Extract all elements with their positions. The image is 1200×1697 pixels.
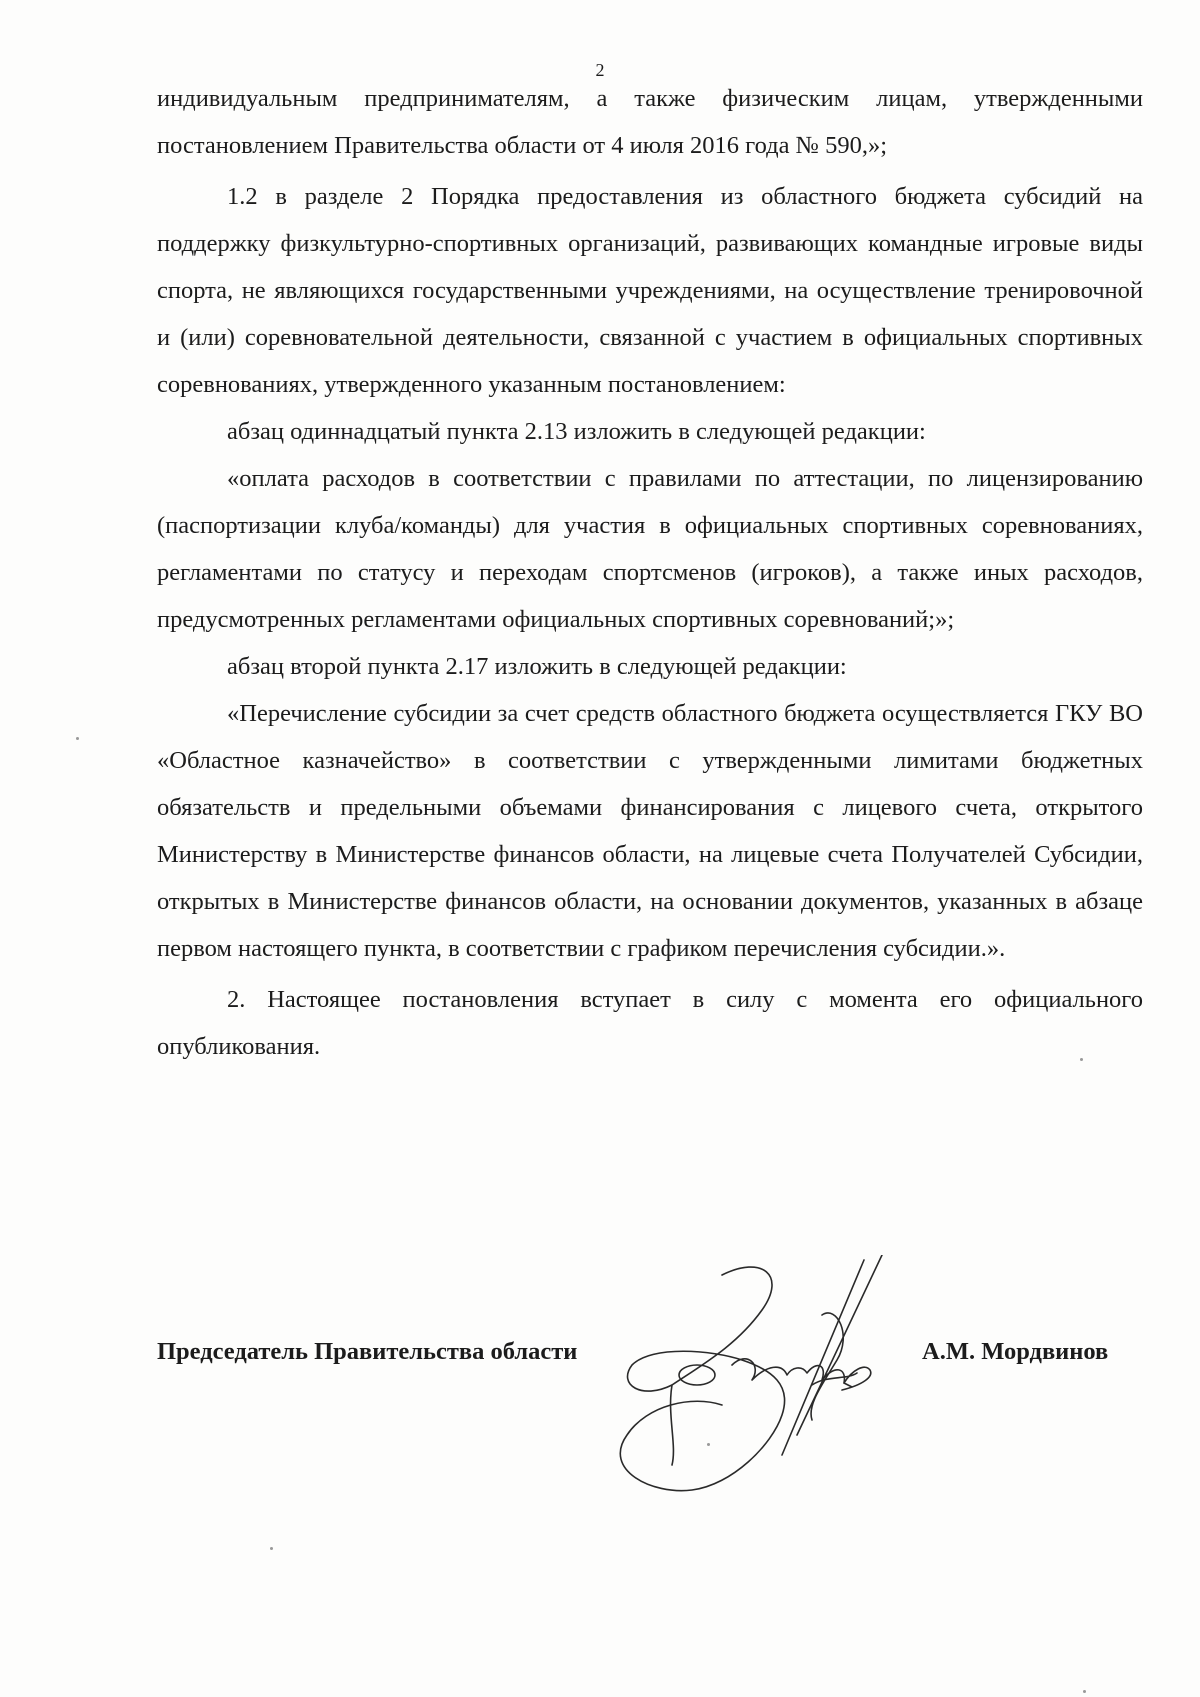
paragraph-item-2: 2. Настоящее постановления вступает в силу с момента его официального опубликования. [157, 986, 1143, 1060]
paragraph-continuation: индивидуальным предпринимателям, а также физическим лицам, утвержденными постановлением Правительства области от 4 июля 2016 года № 590,»; [157, 85, 1143, 159]
scan-speck [1083, 1690, 1086, 1693]
scan-speck [707, 1443, 710, 1446]
signatory-title: Председатель Правительства области [157, 1338, 578, 1365]
handwritten-signature [612, 1255, 972, 1505]
scan-speck [1080, 1058, 1083, 1061]
paragraph-clause-2-17: абзац второй пункта 2.17 изложить в следующей редакции: [227, 653, 847, 680]
signatory-name: А.М. Мордвинов [922, 1338, 1109, 1365]
paragraph-quote-2-17: «Перечисление субсидии за счет средств областного бюджета осуществляется ГКУ ВО «Областное казначейство» в соответствии с утвержденными лимитами бюджетных обязательств и предельными объемами финансирования с лицевого счета, открытого Министерству в Министерстве финансов области, на лицевые счета Получателей Субсидии, открытых в Министерстве финансов области, на основании документов, указанных в абзаце первом настоящего пункта, в соответствии с графиком перечисления субсидии.». [157, 700, 1143, 962]
page-number: 2 [595, 60, 605, 80]
paragraph-quote-2-13: «оплата расходов в соответствии с правилами по аттестации, по лицензированию (паспортизации клуба/команды) для участия в официальных спортивных соревнованиях, регламентами по статусу и переходам спортсменов (игроков), а также иных расходов, предусмотренных регламентами официальных спортивных соревнований;»; [157, 465, 1143, 633]
scan-speck [270, 1547, 273, 1550]
document-body [157, 75, 1143, 1070]
scan-speck [76, 737, 79, 740]
paragraph-item-1-2: 1.2 в разделе 2 Порядка предоставления из областного бюджета субсидий на поддержку физкультурно-спортивных организаций, развивающих командные игровые виды спорта, не являющихся государственными учреждениями, на осуществление тренировочной и (или) соревновательной деятельности, связанной с участием в официальных спортивных соревнованиях, утвержденного указанным постановлением: [157, 183, 1143, 398]
paragraph-clause-2-13: абзац одиннадцатый пункта 2.13 изложить в следующей редакции: [227, 418, 926, 445]
